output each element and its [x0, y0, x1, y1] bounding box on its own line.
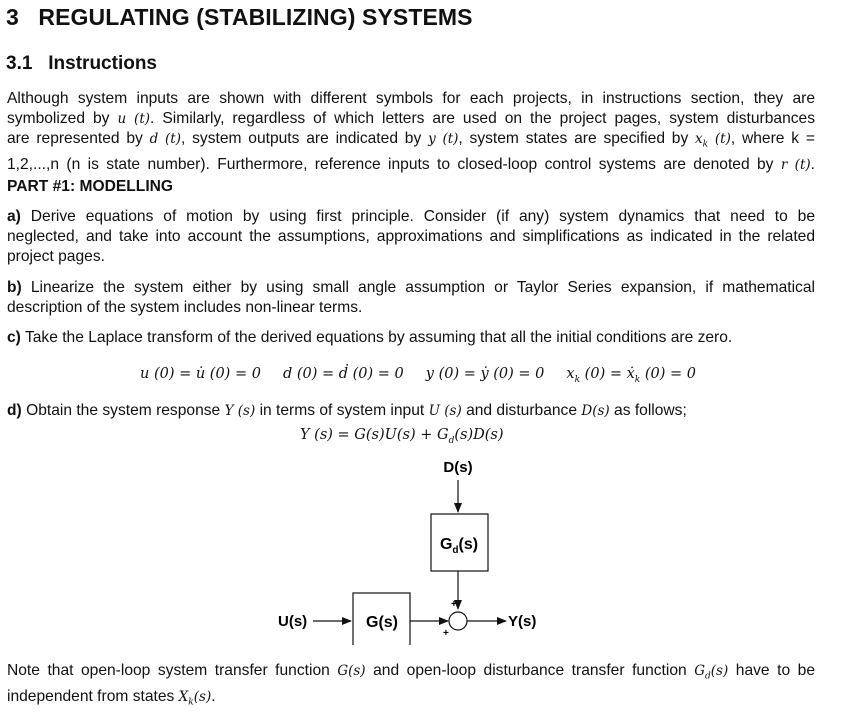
item-c: c) Take the Laplace transform of the derived equations by assuming that all the initial conditions are zero.	[7, 329, 733, 346]
ic-y: y (0) = ẏ (0) = 0	[425, 366, 545, 382]
math-u-t: u (t)	[117, 111, 151, 127]
summing-junction	[449, 612, 467, 630]
intro-paragraph	[7, 89, 815, 175]
intro-line-4: 1,2,...,n (n is state number). Furthermore, reference inputs to closed-loop control systems are denoted by r (t).	[7, 155, 815, 173]
subsection-heading	[6, 53, 157, 75]
item-c-label: c)	[7, 329, 21, 346]
item-d: d) Obtain the system response Y (s) in terms of system input U (s) and disturbance D(s) as follows;	[7, 402, 687, 419]
input-label: U(s)	[278, 613, 308, 630]
block-diagram	[0, 450, 847, 645]
section-heading	[6, 4, 473, 31]
response-equation: Y $(s) = G(s)U(s) + G_d(s)D(s)$	[300, 427, 504, 446]
item-b: b) Linearize the system either by using small angle assumption or Taylor Series expansion, if mathematical description of the system includes non-linear terms.	[7, 279, 815, 316]
intro-line-1: Although system inputs are shown with different symbols for each projects, in instructions section, they are	[7, 90, 815, 107]
math-xk-t: $x_k$ (t)	[695, 131, 731, 150]
gd-block-label: $G_d(s)$	[439, 536, 479, 556]
intro-line-3: are represented by d (t), system outputs are indicated by y (t), system states are specified by $x_k$ (t), where k =	[7, 130, 815, 150]
output-label: Y(s)	[508, 613, 537, 630]
g-block-label: G(s)	[366, 614, 398, 631]
ic-u: u (0) = u̇ (0) = 0	[140, 366, 261, 382]
sum-top-sign: +	[451, 599, 457, 610]
subsection-number: 3.1	[6, 53, 33, 74]
subsection-title: Instructions	[48, 53, 157, 74]
item-d-label: d)	[7, 402, 22, 419]
note-paragraph: Note that open-loop system transfer function G(s) and open-loop disturbance transfer function $G_d(s)$ have to be independent from states $X_k(s)$.	[7, 662, 815, 708]
section-title: REGULATING (STABILIZING) SYSTEMS	[38, 4, 473, 30]
sum-left-sign: +	[443, 628, 449, 639]
ic-x: $x_k$ (0) = ẋ$_k$ (0) = 0	[566, 366, 697, 385]
initial-conditions-equation	[140, 366, 696, 385]
math-r-t: r (t)	[780, 156, 811, 173]
ic-d: d (0) = ḋ (0) = 0	[282, 366, 404, 382]
part-heading: PART #1: MODELLING	[7, 178, 174, 195]
section-number: 3	[6, 4, 19, 30]
math-d-t: d (t)	[149, 131, 181, 147]
disturbance-label: D(s)	[443, 459, 473, 476]
math-y-t: y (t)	[428, 131, 459, 147]
intro-line-2: symbolized by u (t). Similarly, regardless of which letters are used on the project pages, system disturbances	[7, 110, 816, 127]
item-a: a) Derive equations of motion by using first principle. Consider (if any) system dynamics that need to be neglected, and take into account the assumptions, approximations and simplifications as indicated in the related project pages.	[7, 208, 815, 265]
item-a-label: a)	[7, 208, 21, 225]
item-b-label: b)	[7, 279, 22, 296]
